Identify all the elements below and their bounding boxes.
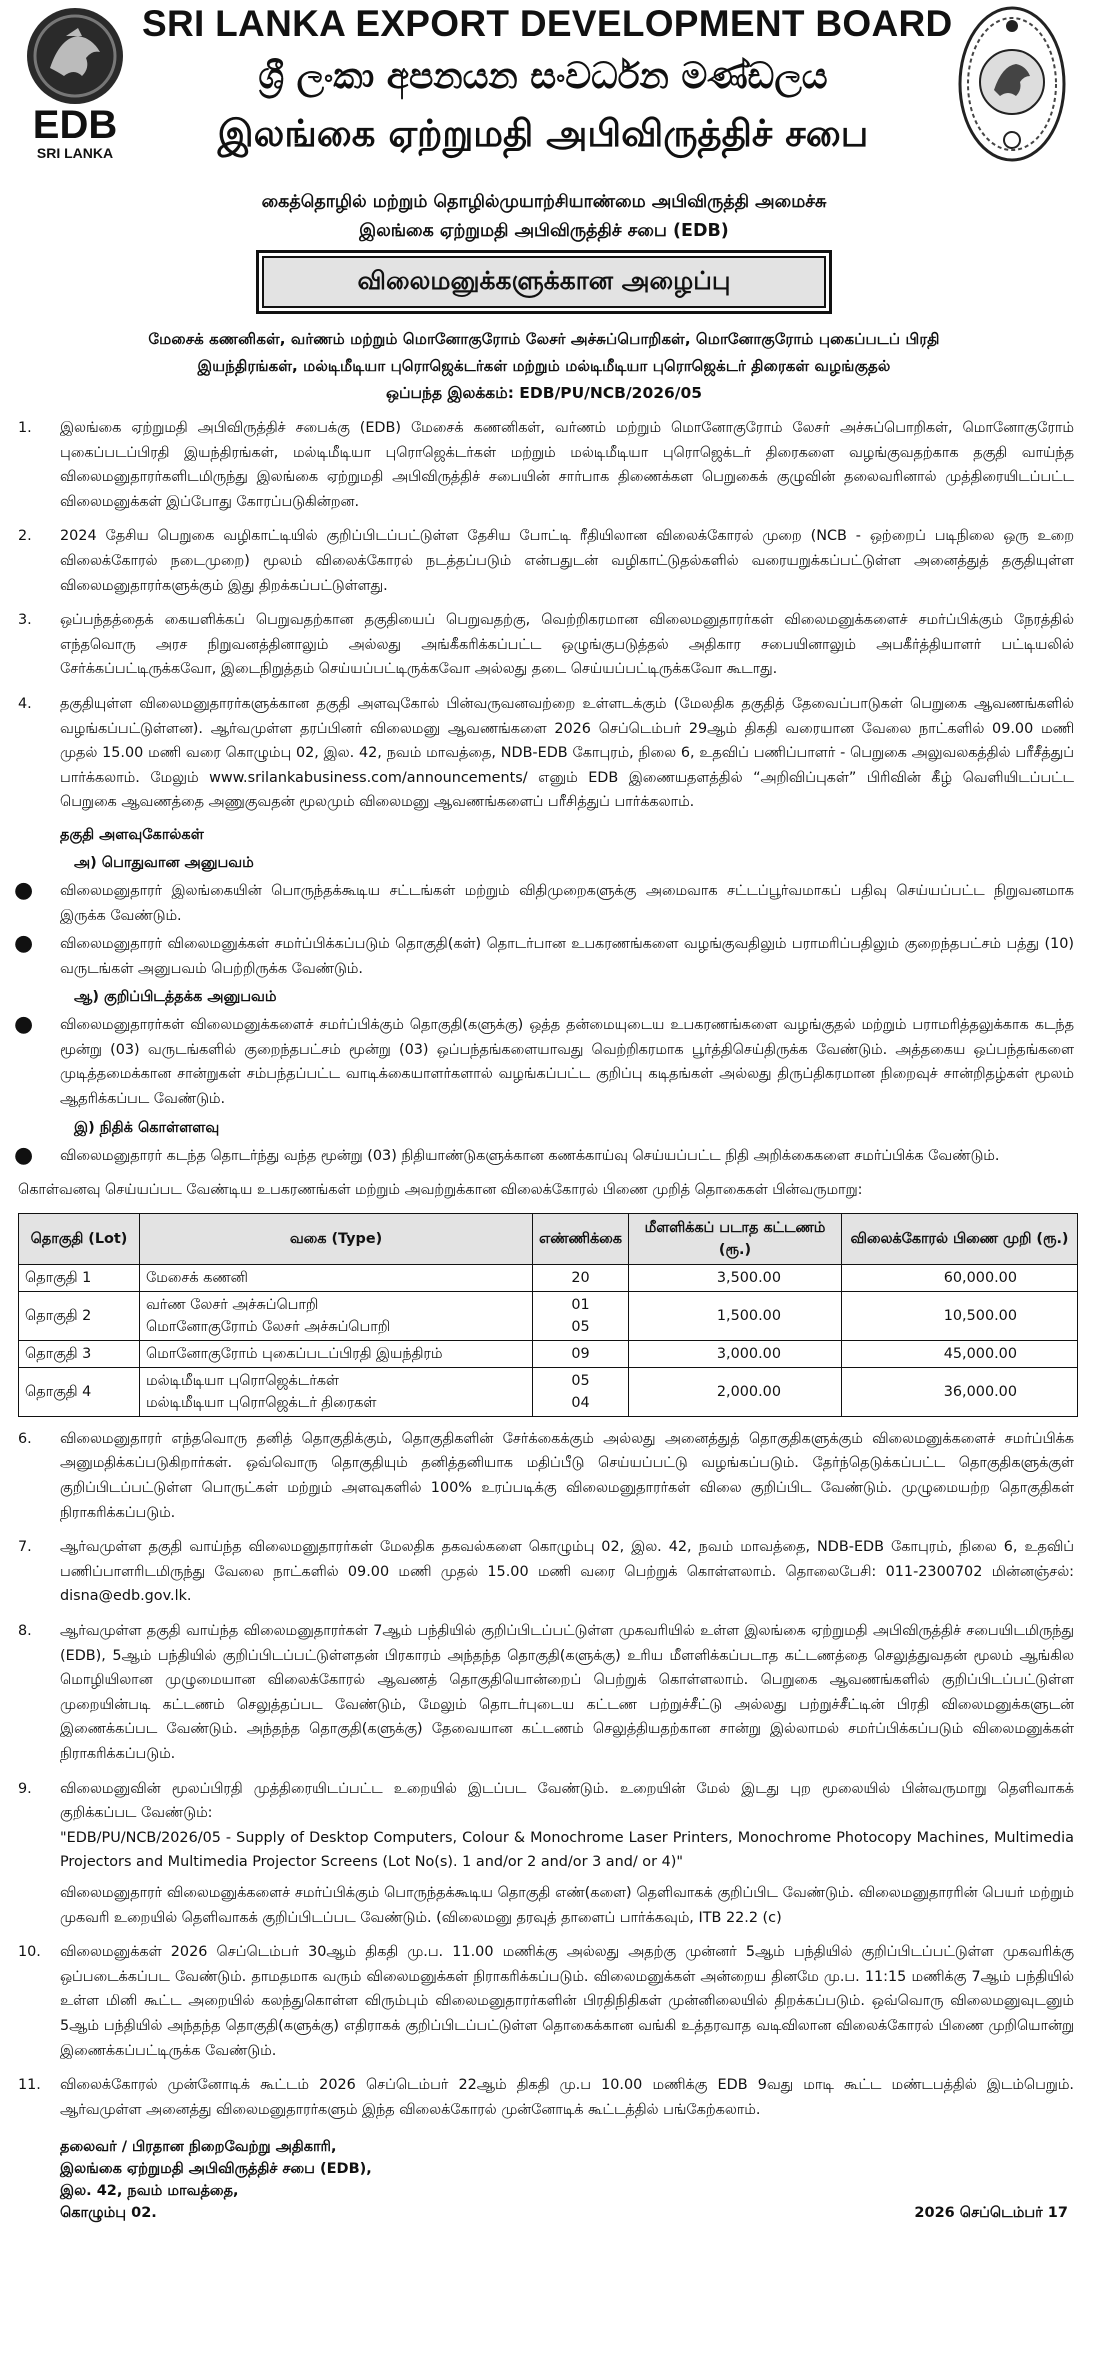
- col-header-bond: விலைக்கோரல் பிணை முறி (ரூ.): [841, 1213, 1077, 1264]
- criteria-c-heading: இ) நிதிக் கொள்ளளவு: [74, 1119, 220, 1136]
- cell-qty: [533, 1367, 629, 1416]
- criteria-a-item-1: [14, 879, 1074, 928]
- qty-line: 05: [571, 1318, 590, 1335]
- signature-block: [14, 2136, 1074, 2224]
- national-emblem: [956, 4, 1068, 164]
- signatory-organization: இலங்கை ஏற்றுமதி அபிவிருத்திச் சபை (EDB),: [60, 2161, 372, 2178]
- criteria-b-heading: ஆ) குறிப்பிடத்தக்க அனுபவம்: [74, 989, 277, 1006]
- cell-qty: [533, 1291, 629, 1340]
- subject-line-2: இயந்திரங்கள், மல்டிமீடியா புரொஜெக்டர்கள் மற்றும் மல்டிமீடியா புரொஜெக்டர் திரைகள் வழங்குதல்: [197, 357, 891, 375]
- cell-qty: 20: [533, 1264, 629, 1291]
- col-header-type: வகை (Type): [140, 1213, 533, 1264]
- signatory-address-2: கொழும்பு 02.: [60, 2205, 157, 2222]
- paragraph-text: விலைமனுக்கள் 2026 செப்டெம்பர் 30ஆம் திகதி மு.ப. 11.00 மணிக்கு அல்லது அதற்கு முன்னர் 5ஆம் பந்தியில் குறிப்பிடப்பட்டுள்ள முகவரிக்கு ஒப்படைக்கப்பட வேண்டும். தாமதமாக வரும் விலைமனுக்கள் நிராகரிக்கப்படும். விலைமனுக்கள் அன்றைய தினமே மு.ப. 11:15 மணிக்கு 7ஆம் பந்தியில் உள்ள மினி கூட்ட அறையில் கலந்துகொள்ள விரும்பும் விலைமனுதாரர்களின் பிரதிநிதிகள் முன்னிலையில் திறக்கப்படும். ஒவ்வொரு விலைமனுவுடனும் 5ஆம் பந்தியில் அந்தந்த தொகுதி(களுக்கு) எதிராகக் குறிப்பிடப்பட்டுள்ள தொகைக்கான வங்கி உத்தரவாத வடிவிலான விலைக்கோரல் பிணை முறியொன்று இணைக்கப்பட்டிருக்க வேண்டும்.: [60, 1944, 1074, 2059]
- cell-qty: 09: [533, 1340, 629, 1367]
- svg-text:SRI LANKA: SRI LANKA: [36, 145, 114, 161]
- bullet-icon: ●: [14, 1012, 34, 1038]
- cell-type: மேசைக் கணனி: [140, 1264, 533, 1291]
- paragraph-text: விலைக்கோரல் முன்னோடிக் கூட்டம் 2026 செப்டெம்பர் 22ஆம் திகதி மு.ப 10.00 மணிக்கு EDB 9வது மாடி கூட்ட மண்டபத்தில் இடம்பெறும். ஆர்வமுள்ள அனைத்து விலைமனுதாரர்களும் இந்த விலைக்கோரல் முன்னோடிக் கூட்டத்தில் பங்கேற்கலாம்.: [60, 2077, 1074, 2118]
- paragraph-number: 9.: [18, 1780, 32, 1797]
- notice-date: 2026 செப்டெம்பர் 17: [914, 2205, 1068, 2222]
- contract-ref-number: EDB/PU/NCB/2026/05: [519, 384, 703, 402]
- paragraph-text: தகுதியுள்ள விலைமனுதாரர்களுக்கான தகுதி அளவுகோல் பின்வருவனவற்றை உள்ளடக்கும் (மேலதிக தகுதித் தேவைப்பாடுகள் பெறுகை ஆவணங்களில் வழங்கப்பட்டுள்ளன). ஆர்வமுள்ள தரப்பினர் விலைமனு ஆவணங்களை 2026 செப்டெம்பர் 29ஆம் திகதி வரையான வேலை நாட்களில் 09.00 மணி முதல் 15.00 மணி வரை கொழும்பு 02, இல. 42, நவம் மாவத்தை, NDB-EDB கோபுரம், நிலை 6, உதவிப் பணிப்பாளர் - பெறுகை அலுவலகத்தில் பரீசீத்துப் பார்க்கலாம். மேலும் www.srilankabusiness.com/announcements/ எனும் EDB இணையதளத்தில் “அறிவிப்புகள்” பிரிவின் கீழ் வெளியிடப்பட்ட பெறுகை ஆவணத்தை அணுகுவதன் மூலமும் விலைமனு ஆவணங்களைப் பரீசித்துப் பார்க்கலாம்.: [60, 695, 1074, 811]
- paragraph-10: [14, 1940, 1074, 2063]
- paragraph-9: [14, 1777, 1074, 1931]
- paragraph-1: [14, 416, 1074, 514]
- paragraph-6: [14, 1427, 1074, 1525]
- subject: [14, 326, 1074, 380]
- criteria-a-item-2: [14, 932, 1074, 981]
- table-row: [19, 1264, 1078, 1291]
- qty-line: 04: [571, 1394, 590, 1411]
- bullet-icon: ●: [14, 877, 34, 903]
- paragraph-text: ஆர்வமுள்ள தகுதி வாய்ந்த விலைமனுதாரர்கள் 7ஆம் பந்தியில் குறிப்பிடப்பட்டுள்ள முகவரியில் உள்ள இலங்கை ஏற்றுமதி அபிவிருத்திச் சபையிடமிருந்து (EDB), 5ஆம் பந்தியில் குறிப்பிடப்பட்டுள்ளதன் பிரகாரம் அந்தந்த தொகுதி(களுக்கு) உரிய மீளளிக்கப்படாத கட்டணத்தை செலுத்துவதன் மூலம் ஆங்கில மொழியிலான முழுமையான விலைக்கோரல் ஆவணத் தொகுதியொன்றைப் பெற்றுக் கொள்ளலாம். பெறுகை ஆவணங்களில் குறிப்பிடப்பட்டுள்ள முறையின்படி கட்டணம் செலுத்தப்பட வேண்டும், மேலும் தொடர்புடைய கட்டண பற்றுச்சீட்டு அல்லது பற்றுச்சீட்டின் பிரதி விலைமனுக்களுடன் இணைக்கப்பட வேண்டும். அந்தந்த தொகுதி(களுக்கு) தேவையான கட்டணம் செலுத்தியதற்கான சான்று இல்லாமல் சமர்ப்பிக்கப்படும் விலைமனுக்கள் நிராகரிக்கப்படும்.: [60, 1623, 1074, 1762]
- paragraph-text: ஒப்பந்தத்தைக் கையளிக்கப் பெறுவதற்கான தகுதியைப் பெறுவதற்கு, வெற்றிகரமான விலைமனுதாரர்கள் விலைமனுக்களைச் சமர்ப்பிக்கும் நேரத்தில் எந்தவொரு அரச நிறுவனத்தினாலும் அல்லது அங்கீகரிக்கப்பட்ட ஒழுங்குபடுத்தல் அதிகார சபையினாலும் அபகீர்த்தியாளர் பட்டியலில் சேர்க்கப்பட்டிருக்கவோ, இடைநிறுத்தம் செய்யப்பட்டிருக்கவோ அல்லது தடை செய்யப்பட்டிருக்கவோ கூடாது.: [60, 612, 1074, 678]
- table-row: [19, 1291, 1078, 1340]
- table-intro: கொள்வனவு செய்யப்பட வேண்டிய உபகரணங்கள் மற்றும் அவற்றுக்கான விலைக்கோரல் பிணை முறித் தொகைகள் பின்வருமாறு:: [18, 1182, 863, 1199]
- paragraph-7: [14, 1535, 1074, 1609]
- paragraph-text: ஆர்வமுள்ள தகுதி வாய்ந்த விலைமனுதாரர்கள் மேலதிக தகவல்களை கொழும்பு 02, இல. 42, நவம் மாவத்தை, NDB-EDB கோபுரம், நிலை 6, உதவிப் பணிப்பாளரிடமிருந்து வேலை நாட்களில் 09.00 மணி முதல் 15.00 மணி வரை பெற்றுக் கொள்ளலாம். தொலைபேசி: 011-2300702 மின்னஞ்சல்: disna@edb.gov.lk.: [60, 1539, 1074, 1605]
- header: [14, 0, 1074, 172]
- table-row: [19, 1367, 1078, 1416]
- board-name: இலங்கை ஏற்றுமதி அபிவிருத்திச் சபை (EDB): [359, 221, 729, 241]
- cell-type: [140, 1291, 533, 1340]
- paragraph-number: 4.: [18, 695, 32, 712]
- cell-lot: தொகுதி 1: [19, 1264, 140, 1291]
- paragraph-text: விலைமனுதாரர் எந்தவொரு தனித் தொகுதிக்கும், தொகுதிகளின் சேர்க்கைக்கும் அல்லது அனைத்துத் தொகுதிகளுக்கும் விலைமனுக்களைச் சமர்ப்பிக்க அனுமதிக்கப்படுகிறார்கள். ஒவ்வொரு தொகுதியும் தனித்தனியாக மதிப்பீடு செய்யப்பட்டு வழங்கப்படும். தேர்ந்தெடுக்கப்பட்ட தொகுதிகளுக்குள் குறிப்பிடப்பட்டுள்ள பொருட்கள் மற்றும் அளவுகளில் 100% உரப்படிக்கு விலைமனுதாரர்கள் விலை குறிப்பிட வேண்டும். முழுமையற்ற தொகுதிகள் நிராகரிக்கப்படும்.: [60, 1430, 1074, 1521]
- envelope-marking: "EDB/PU/NCB/2026/05 - Supply of Desktop Computers, Colour & Monochrome Laser Printers, Monochrome Photocopy Machines, Multimedia Projectors and Multimedia Projector Screens (Lot No(s). 1 and/or 2 and/or 3 and/ or 4)": [60, 1829, 1074, 1871]
- svg-text:EDB: EDB: [32, 103, 118, 147]
- qty-line: 01: [571, 1296, 590, 1313]
- type-line: மொனோகுரோம் லேசர் அச்சுப்பொறி: [146, 1318, 391, 1335]
- notice-heading-box: [256, 250, 832, 314]
- cell-bond: 36,000.00: [841, 1367, 1077, 1416]
- paragraph-number: 8.: [18, 1623, 32, 1639]
- type-line: வர்ண லேசர் அச்சுப்பொறி: [146, 1296, 319, 1313]
- paragraph-8: [14, 1619, 1074, 1767]
- paragraph-text: 2024 தேசிய பெறுகை வழிகாட்டியில் குறிப்பிடப்பட்டுள்ள தேசிய போட்டி ரீதியிலான விலைக்கோரல் முறை (NCB - ஒற்றைப் படிநிலை ஒரு உறை விலைக்கோரல் நடைமுறை) மூலம் விலைக்கோரல் நடத்தப்படும் என்பதுடன் வழிகாட்டுதல்களில் வரையறுக்கப்பட்டுள்ள அனைத்துத் தகுதியுள்ள விலைமனுதாரர்களுக்கும் இது திறக்கப்பட்டுள்ளது.: [60, 528, 1074, 594]
- criteria-c-item-1: [14, 1144, 1074, 1169]
- signatory-address-1: இல. 42, நவம் மாவத்தை,: [60, 2183, 239, 2200]
- paragraph-number: 1.: [18, 420, 32, 436]
- paragraph-number: 11.: [18, 2077, 41, 2094]
- cell-fee: 1,500.00: [628, 1291, 841, 1340]
- cell-type: [140, 1367, 533, 1416]
- criteria-a-heading: அ) பொதுவான அனுபவம்: [74, 854, 254, 871]
- paragraph-text: விலைமனுவின் மூலப்பிரதி முத்திரையிடப்பட்ட உறையில் இடப்பட வேண்டும். உறையின் மேல் இடது புற மூலையில் பின்வருமாறு தெளிவாகக் குறிக்கப்பட வேண்டும்:: [60, 1780, 1074, 1822]
- paragraph-number: 2.: [18, 528, 32, 545]
- type-line: மல்டிமீடியா புரொஜெக்டர்கள்: [146, 1372, 339, 1389]
- paragraph-number: 10.: [18, 1944, 41, 1961]
- table-header-row: [19, 1213, 1078, 1264]
- criteria-b-item-1: [14, 1013, 1074, 1111]
- paragraph-text: இலங்கை ஏற்றுமதி அபிவிருத்திச் சபைக்கு (EDB) மேசைக் கணனிகள், வர்ணம் மற்றும் மொனோகுரோம் லேசர் அச்சுப்பொறிகள், மொனோகுரோம் புகைப்படப்பிரதி இயந்திரங்கள், மல்டிமீடியா புரொஜெக்டர்கள் மற்றும் மல்டிமீடியா புரொஜெக்டர் திரைகளை வழங்குவதற்காக தகுதி வாய்ந்த விலைமனுதாரர்களிடமிருந்து இலங்கை ஏற்றுமதி அபிவிருத்திச் சபையின் சார்பாக திணைக்கள பெறுகைக் குழுவின் தலைவரினால் முத்திரையிடப்பட்ட விலைமனுக்கள் இப்போது கோரப்படுகின்றன.: [60, 420, 1074, 510]
- type-line: மல்டிமீடியா புரொஜெக்டர் திரைகள்: [146, 1394, 377, 1411]
- bullet-icon: ●: [14, 1142, 34, 1168]
- cell-lot: தொகுதி 2: [19, 1291, 140, 1340]
- paragraph-number: 3.: [18, 612, 32, 629]
- lots-table: [18, 1213, 1078, 1417]
- title-tamil: இலங்கை ஏற்றுமதி அபிவிருத்திச் சபை: [217, 112, 869, 155]
- col-header-qty: எண்ணிக்கை: [533, 1213, 629, 1264]
- paragraph-number: 6.: [18, 1430, 32, 1447]
- cell-type: மொனோகுரோம் புகைப்படப்பிரதி இயந்திரம்: [140, 1340, 533, 1367]
- cell-bond: 10,500.00: [841, 1291, 1077, 1340]
- cell-bond: 60,000.00: [841, 1264, 1077, 1291]
- edb-logo: [20, 6, 130, 164]
- bullet-text: விலைமனுதாரர் இலங்கையின் பொருந்தக்கூடிய சட்டங்கள் மற்றும் விதிமுறைகளுக்கு அமைவாக சட்டப்பூர்வமாகப் பதிவு செய்யப்பட்ட நிறுவனமாக இருக்க வேண்டும்.: [60, 882, 1074, 924]
- bullet-text: விலைமனுதாரர்கள் விலைமனுக்களைச் சமர்ப்பிக்கும் தொகுதி(களுக்கு) ஒத்த தன்மையுடைய உபகரணங்களை வழங்குதல் மற்றும் பராமரித்தலுக்காக கடந்த மூன்று (03) வருடங்களில் குறைந்தபட்சம் மூன்று (03) ஒப்பந்தங்களையாவது வெற்றிகரமாக பூர்த்திசெய்திருக்க வேண்டும். அத்தகைய ஒப்பந்தங்களை முடித்தமைக்கான சான்றுகள் சம்பந்தப்பட்ட வாடிக்கையாளர்களால் வழங்கப்பட்ட குறிப்பு கடிதங்கள் அல்லது திருப்திகரமான நிறைவுச் சான்றிதழ்கள் மூலம் ஆதரிக்கப்பட வேண்டும்.: [60, 1017, 1074, 1108]
- bullet-text: விலைமனுதாரர் விலைமனுக்கள் சமர்ப்பிக்கப்படும் தொகுதி(கள்) தொடர்பான உபகரணங்களை வழங்குவதிலும் பராமரிப்பதிலும் குறைந்தபட்சம் பத்து (10) வருடங்கள் அனுபவம் பெற்றிருக்க வேண்டும்.: [60, 936, 1074, 977]
- paragraph-text: விலைமனுதாரர் விலைமனுக்களைச் சமர்ப்பிக்கும் பொருந்தக்கூடிய தொகுதி எண்(களை) தெளிவாகக் குறிப்பிட வேண்டும். விலைமனுதாரரின் பெயர் மற்றும் முகவரி உறையில் தெளிவாகக் குறிப்பிடப்பட வேண்டும். (விலைமனு தரவுத் தாளைப் பார்க்கவும், ITB 22.2 (c): [60, 1884, 1074, 1926]
- paragraph-3: [14, 608, 1074, 682]
- criteria-heading: தகுதி அளவுகோல்கள்: [60, 826, 204, 843]
- qty-line: 05: [571, 1372, 590, 1389]
- notice-heading: விலைமனுக்களுக்கான அழைப்பு: [357, 265, 731, 295]
- paragraph-number: 7.: [18, 1539, 32, 1556]
- table-row: [19, 1340, 1078, 1367]
- col-header-fee: மீளளிக்கப் படாத கட்டணம் (ரூ.): [628, 1213, 841, 1264]
- cell-fee: 3,000.00: [628, 1340, 841, 1367]
- contract-reference: [14, 380, 1074, 406]
- paragraph-4: [14, 692, 1074, 815]
- signatory-title: தலைவர் / பிரதான நிறைவேற்று அதிகாரி,: [60, 2139, 337, 2156]
- contract-ref-label: ஒப்பந்த இலக்கம்:: [385, 384, 514, 402]
- col-header-lot: தொகுதி (Lot): [19, 1213, 140, 1264]
- title-english: SRI LANKA EXPORT DEVELOPMENT BOARD: [142, 3, 953, 44]
- cell-fee: 2,000.00: [628, 1367, 841, 1416]
- bullet-icon: ●: [14, 931, 34, 957]
- bullet-text: விலைமனுதாரர் கடந்த தொடர்ந்து வந்த மூன்று (03) நிதியாண்டுகளுக்கான கணக்காய்வு செய்யப்பட்ட நிதி அறிக்கைகளை சமர்ப்பிக்க வேண்டும்.: [60, 1147, 1000, 1164]
- ministry-name: கைத்தொழில் மற்றும் தொழில்முயாற்சியாண்மை அபிவிருத்தி அமைச்சு: [261, 192, 827, 212]
- board-title: [142, 0, 953, 162]
- cell-bond: 45,000.00: [841, 1340, 1077, 1367]
- paragraph-11: [14, 2073, 1074, 2122]
- subject-line-1: மேசைக் கணனிகள், வர்ணம் மற்றும் மொனோகுரோம் லேசர் அச்சுப்பொறிகள், மொனோகுரோம் புகைப்படப் பிரதி: [148, 330, 940, 348]
- cell-fee: 3,500.00: [628, 1264, 841, 1291]
- paragraph-2: [14, 524, 1074, 598]
- cell-lot: தொகுதி 3: [19, 1340, 140, 1367]
- title-sinhala: ශ්‍රී ලංකා අපනයන සංවර්ධන මණ්ඩලය: [258, 56, 828, 97]
- cell-lot: தொகுதி 4: [19, 1367, 140, 1416]
